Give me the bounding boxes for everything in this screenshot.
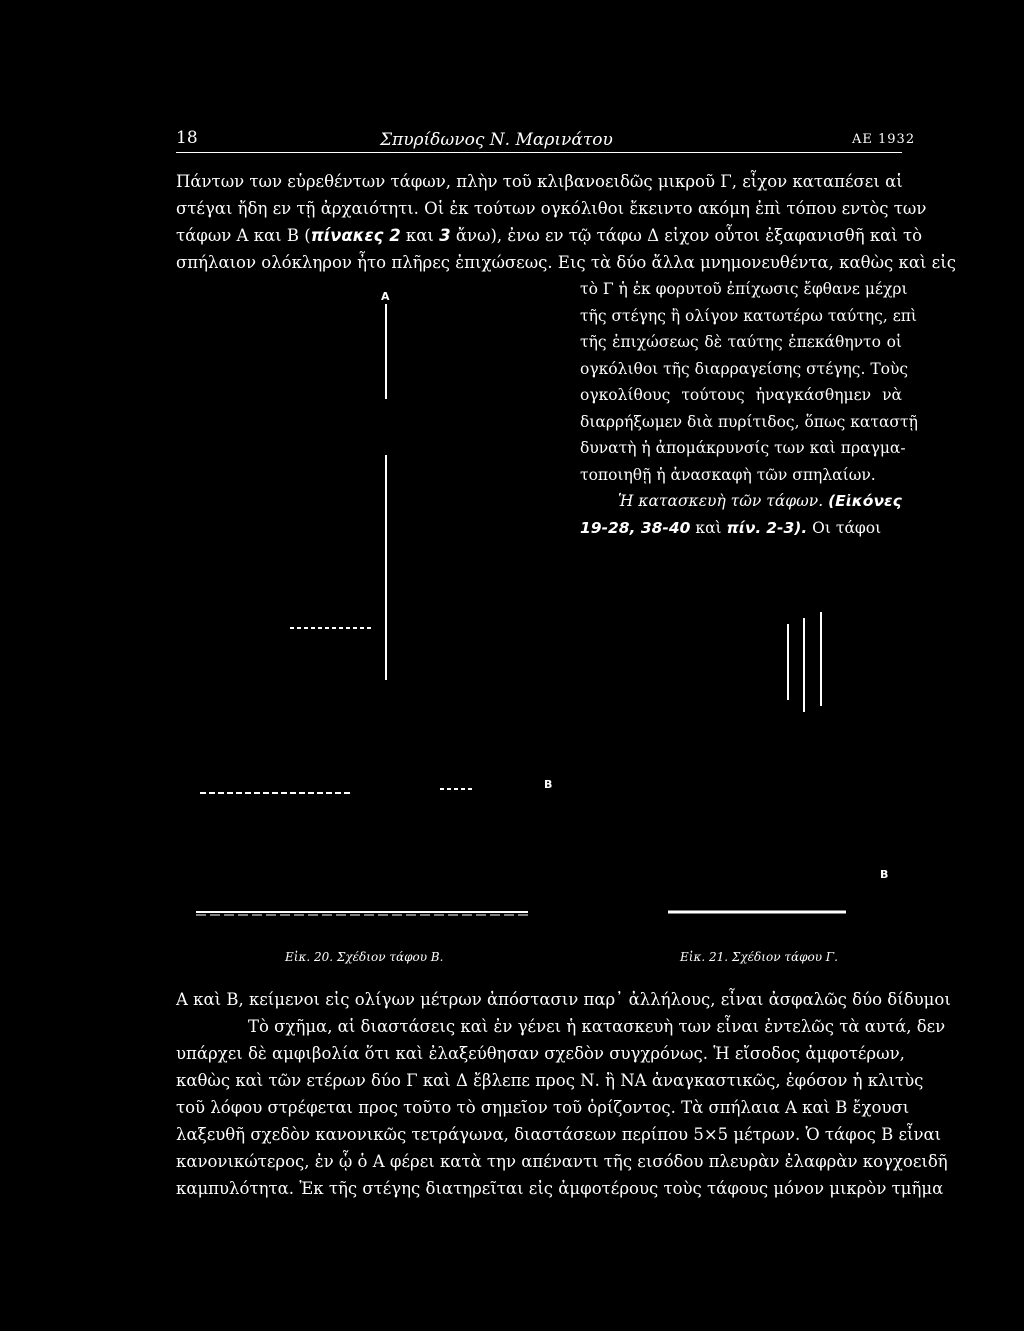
page-number: 18 bbox=[176, 128, 198, 148]
section-heading-line: Ἡ κατασκευὴ τῶν τάφων. (Εἰκόνες bbox=[618, 492, 902, 510]
side-line: ογκολίθους τούτους ἠναγκάσθημεν νὰ bbox=[580, 386, 902, 404]
intro-line: στέγαι ἤδη εν τῇ ἀρχαιότητι. Οἱ ἐκ τούτων ογκόλιθοι ἔκειντο ακόμη ἐπὶ τόπου εντὸς των bbox=[176, 199, 927, 218]
running-head-year: ΑΕ 1932 bbox=[852, 132, 916, 147]
body-line: Τὸ σχῆμα, αἱ διαστάσεις καὶ ἐν γένει ἡ κατασκευὴ των εἶναι ἐντελῶς τὰ αυτά, δεν bbox=[248, 1017, 946, 1036]
side-line: τοποιηθῇ ἡ ἀνασκαφὴ τῶν σπηλαίων. bbox=[580, 465, 876, 484]
body-line: κανονικώτερος, ἐν ᾧ ὁ Α φέρει κατὰ την απέναντι τῆς εισόδου πλευρὰν ἐλαφρὰν κογχοειδῆ bbox=[176, 1152, 948, 1171]
body-line: υπάρχει δὲ αμφιβολία ὅτι καὶ ἐλαξεύθησαν σχεδὸν συγχρόνως. Ἡ εἴσοδος ἀμφοτέρων, bbox=[176, 1044, 905, 1063]
fig20-label-a: A bbox=[381, 290, 390, 303]
body-line: λαξευθῆ σχεδὸν κανονικῶς τετράγωνα, διαστάσεων περίπου 5×5 μέτρων. Ὁ τάφος Β εἶναι bbox=[176, 1125, 942, 1144]
intro-line-with-refs: τάφων Α και Β (πίνακες 2 και 3 ἄνω), ἐνω εν τῷ τάφω Δ εἰχον οὗτοι ἐξαφανισθῆ καὶ τὸ bbox=[176, 226, 923, 245]
side-line: διαρρήξωμεν διὰ πυρίτιδος, ὅπως καταστῇ bbox=[580, 412, 918, 431]
fig21-caption: Εἰκ. 21. Σχέδιον τάφου Γ. bbox=[680, 950, 838, 964]
section-heading-line-2: 19-28, 38-40 καὶ πίν. 2-3). Οι τάφοι bbox=[580, 518, 882, 537]
running-head-author: Σπυρίδωνος Ν. Μαρινάτου bbox=[380, 130, 613, 150]
body-line: καθὼς καὶ τῶν ετέρων δύο Γ καὶ Δ ἔβλεπε προς Ν. ἢ ΝΑ ἀναγκαστικῶς, ἐφόσον ἡ κλιτὺς bbox=[176, 1071, 924, 1090]
body-line: καμπυλότητα. Ἐκ τῆς στέγης διατηρεῖται εἰς ἀμφοτέρους τοὺς τάφους μόνον μικρὸν τμῆμα bbox=[176, 1179, 944, 1198]
body-line: Α καὶ Β, κείμενοι εἰς ολίγων μέτρων ἀπόστασιν παρ᾽ ἀλλήλους, εἶναι ἀσφαλῶς δύο δίδυμοι bbox=[176, 990, 951, 1009]
side-line: δυνατὴ ἡ ἀπομάκρυνσίς των καὶ πραγμα- bbox=[580, 439, 906, 457]
body-paragraph bbox=[176, 986, 951, 1202]
side-line: τῆς ἐπιχώσεως δὲ ταύτης ἐπεκάθηντο οἱ bbox=[580, 333, 902, 351]
fig21-label-b: B bbox=[880, 868, 889, 881]
side-line: τῆς στέγης ἢ ολίγον κατωτέρω ταύτης, επὶ bbox=[580, 306, 918, 325]
side-line: ογκόλιθοι τῆς διαρραγείσης στέγης. Τοὺς bbox=[580, 359, 909, 378]
side-line: τὸ Γ ἡ ἐκ φορυτοῦ ἐπίχωσις ἔφθανε μέχρι bbox=[580, 280, 908, 298]
body-line: τοῦ λόφου στρέφεται προς τοῦτο τὸ σημεῖον τοῦ ὁρίζοντος. Τὰ σπήλαια Α καὶ Β ἔχουσι bbox=[176, 1098, 910, 1117]
intro-line: σπήλαιον ολόκληρον ἦτο πλῆρες ἐπιχώσεως. Εις τὰ δύο ἄλλα μνημονευθέντα, καθὼς καὶ εἰς bbox=[176, 253, 956, 272]
fig20-caption: Εἰκ. 20. Σχέδιον τάφου Β. bbox=[285, 950, 444, 964]
intro-line: Πάντων των εὑρεθέντων τάφων, πλὴν τοῦ κλιβανοειδῶς μικροῦ Γ, εἶχον καταπέσει αἱ bbox=[176, 172, 903, 191]
fig20-label-b: B bbox=[544, 778, 553, 791]
side-column bbox=[580, 276, 918, 541]
